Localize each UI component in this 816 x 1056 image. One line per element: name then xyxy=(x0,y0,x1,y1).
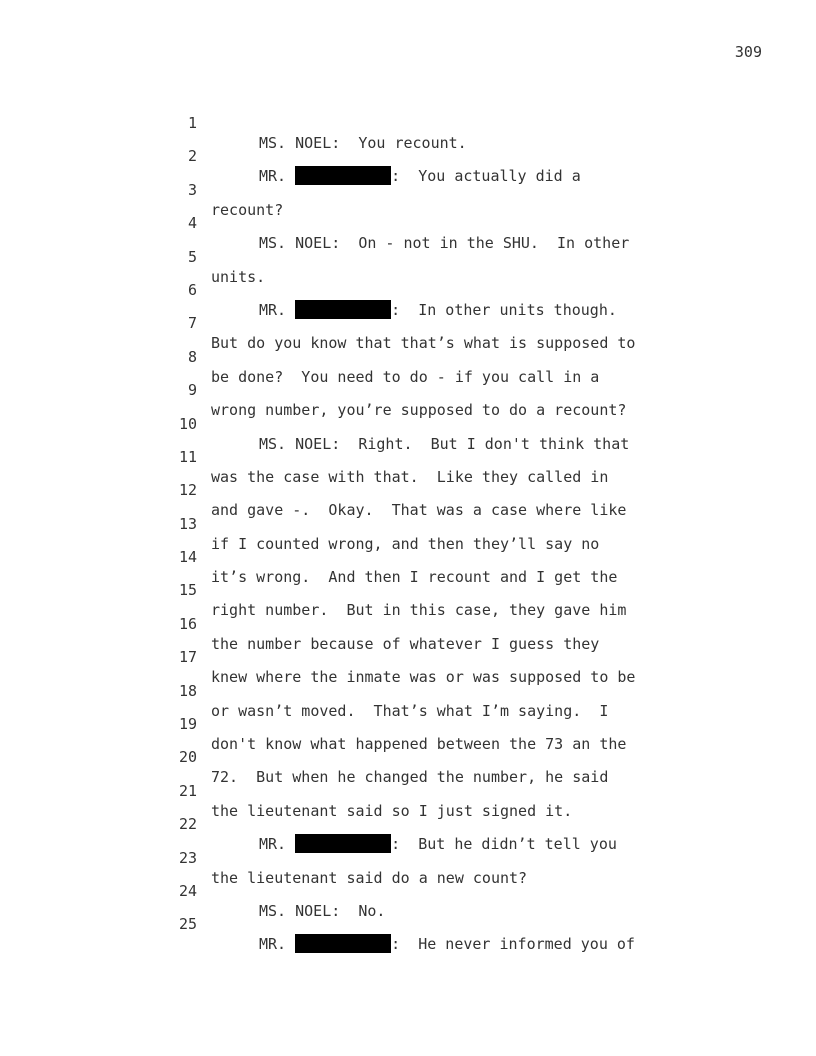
line-number: 22 xyxy=(178,815,197,834)
transcript xyxy=(0,93,816,954)
line-number: 16 xyxy=(178,614,197,633)
speaker-label: MS. NOEL: xyxy=(259,901,341,920)
line-text: the number because of whatever I guess they xyxy=(211,634,600,653)
transcript-line xyxy=(0,126,816,186)
line-number: 21 xyxy=(178,781,197,800)
line-text: or wasn’t moved. That’s what I’m saying. I xyxy=(211,701,609,720)
line-text: the lieutenant said do a new count? xyxy=(211,868,528,887)
transcript-line xyxy=(0,861,816,920)
line-number: 24 xyxy=(178,881,197,900)
line-text: wrong number, you’re supposed to do a recount? xyxy=(211,401,627,420)
line-number: 18 xyxy=(178,681,197,700)
transcript-line xyxy=(0,594,816,653)
line-text: But do you know that that’s what is supposed to xyxy=(211,334,636,353)
line-text: don't know what happened between the 73 an the xyxy=(211,735,627,754)
line-number: 8 xyxy=(187,347,197,366)
line-text: it’s wrong. And then I recount and I get the xyxy=(211,568,618,587)
dialogue-text: No. xyxy=(340,901,386,920)
speaker-label: MS. NOEL: xyxy=(259,434,341,453)
line-number: 9 xyxy=(187,381,197,400)
transcript-line xyxy=(0,293,816,353)
dialogue-text: : You actually did a xyxy=(391,167,581,186)
transcript-line xyxy=(0,694,816,754)
transcript-line xyxy=(0,227,816,286)
line-number: 6 xyxy=(187,280,197,299)
transcript-line xyxy=(0,761,816,820)
speaker-label: MS. NOEL: xyxy=(259,234,341,253)
line-number: 2 xyxy=(187,147,197,166)
speaker-label: MR. xyxy=(259,935,287,954)
transcript-line xyxy=(0,794,816,854)
line-number: 15 xyxy=(178,581,197,600)
speaker-label: MR. xyxy=(259,167,287,186)
line-number: 25 xyxy=(178,915,197,934)
transcript-line xyxy=(0,160,816,219)
line-text: be done? You need to do - if you call in a xyxy=(211,367,600,386)
transcript-line xyxy=(0,494,816,553)
line-text: 72. But when he changed the number, he said xyxy=(211,768,609,787)
transcript-line xyxy=(0,727,816,787)
line-number: 19 xyxy=(178,715,197,734)
line-text: knew where the inmate was or was supposed to be xyxy=(211,668,636,687)
transcript-line xyxy=(0,427,816,486)
speaker-label: MS. NOEL: xyxy=(259,134,341,152)
transcript-line xyxy=(0,327,816,386)
line-number: 14 xyxy=(178,548,197,567)
speaker-label: MR. xyxy=(259,300,287,319)
dialogue-text: : He never informed you of xyxy=(391,935,635,954)
line-number: 17 xyxy=(178,648,197,667)
dialogue-text: : In other units though. xyxy=(391,300,617,319)
line-number: 1 xyxy=(187,114,197,132)
transcript-line xyxy=(0,260,816,319)
page-number: 309 xyxy=(734,43,762,61)
line-text: and gave -. Okay. That was a case where like xyxy=(211,501,627,520)
speaker-label: MR. xyxy=(259,835,287,854)
line-text: recount? xyxy=(211,200,284,219)
transcript-line xyxy=(0,193,816,253)
redacted-name xyxy=(295,934,391,953)
transcript-line xyxy=(0,894,816,954)
line-number: 10 xyxy=(178,414,197,433)
transcript-line xyxy=(0,460,816,520)
transcript-line xyxy=(0,627,816,687)
transcript-line xyxy=(0,394,816,453)
line-text: if I counted wrong, and then they’ll say no xyxy=(211,534,600,553)
transcript-line xyxy=(0,828,816,887)
line-text: the lieutenant said so I just signed it. xyxy=(211,801,573,820)
line-number: 12 xyxy=(178,481,197,500)
transcript-line xyxy=(0,527,816,587)
line-text: right number. But in this case, they gave him xyxy=(211,601,627,620)
line-number: 20 xyxy=(178,748,197,767)
transcript-line xyxy=(0,360,816,420)
line-number: 13 xyxy=(178,514,197,533)
transcript-line xyxy=(0,93,816,152)
line-text xyxy=(211,934,635,954)
line-number: 7 xyxy=(187,314,197,333)
dialogue-text: Right. But I don't think that xyxy=(340,434,630,453)
line-text: was the case with that. Like they called in xyxy=(211,467,609,486)
dialogue-text: You recount. xyxy=(340,134,467,152)
line-number: 11 xyxy=(178,447,197,466)
line-number: 3 xyxy=(187,180,197,199)
dialogue-text: : But he didn’t tell you xyxy=(391,835,617,854)
transcript-line xyxy=(0,560,816,620)
line-text: units. xyxy=(211,267,266,286)
line-number: 5 xyxy=(187,247,197,266)
line-number: 23 xyxy=(178,848,197,867)
transcript-line xyxy=(0,661,816,720)
dialogue-text: On - not in the SHU. In other xyxy=(340,234,630,253)
line-number: 4 xyxy=(187,214,197,233)
